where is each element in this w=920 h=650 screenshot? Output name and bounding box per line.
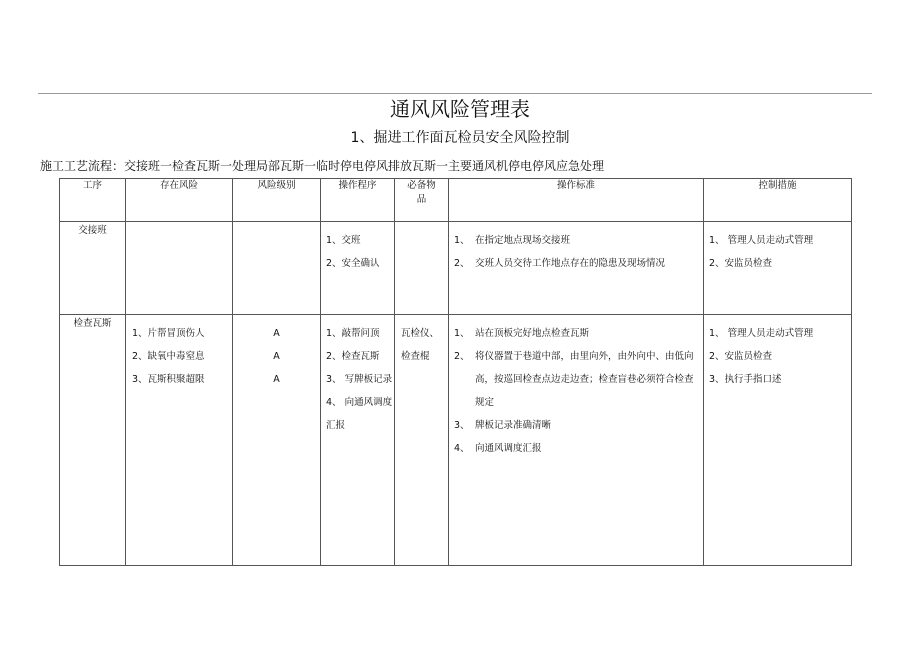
procedure-cell [321,315,395,566]
standard-text: 在指定地点现场交接班 [475,235,571,246]
process-cell: 检查瓦斯 [60,315,126,566]
standard-item [454,229,703,252]
hazard-cell [126,222,233,315]
standard-cell [449,315,704,566]
cell-line: 检查棍 [401,351,430,362]
col-header-hazard: 存在风险 [126,179,233,222]
cell-line: 1、 管理人员走动式管理 [709,235,814,246]
standard-text: 将仪器置于巷道中部，由里向外，由外向中、由低向高，按巡回检查点边走边查；检查盲巷必须符合检查规定 [475,351,694,408]
cell-line: 4、 向通风调度汇报 [326,397,393,431]
col-header-process: 工序 [60,179,126,222]
standard-item [454,252,703,275]
standard-cell [449,222,704,315]
equipment-cell [395,315,449,566]
cell-line: 1、敲帮问顶 [326,328,380,339]
cell-line: 3、执行手指口述 [709,374,782,385]
cell-line: 1、交班 [326,235,361,246]
standard-number: 1、 [454,328,470,339]
cell-line: A [273,351,280,362]
standard-text: 向通风调度汇报 [475,443,542,454]
page-subtitle: 1、掘进工作面瓦检员安全风险控制 [350,130,570,146]
cell-line: A [273,328,280,339]
measure-cell [704,315,852,566]
header-rule [38,93,872,94]
table-row [60,315,852,566]
hazard-cell [126,315,233,566]
standard-text: 交班人员交待工作地点存在的隐患及现场情况 [475,258,666,269]
standard-number: 3、 [454,420,470,431]
cell-line: A [273,374,280,385]
cell-line: 3、 写牌板记录 [326,374,393,385]
standard-number: 1、 [454,235,470,246]
col-header-level: 风险级别 [233,179,321,222]
standard-item [454,322,703,345]
level-cell [233,315,321,566]
procedure-cell [321,222,395,315]
standard-text: 牌板记录准确清晰 [475,420,552,431]
level-cell [233,222,321,315]
col-header-equipment: 必备物品 [395,179,449,222]
cell-line: 2、检查瓦斯 [326,351,380,362]
equipment-cell [395,222,449,315]
cell-line: 瓦检仪、 [401,328,440,339]
cell-line: 2、安监员检查 [709,258,773,269]
risk-table [59,178,852,566]
cell-line: 1、 管理人员走动式管理 [709,328,814,339]
standard-item [454,345,703,414]
standard-number: 2、 [454,351,470,362]
page-title: 通风风险管理表 [390,97,530,121]
table-row [60,222,852,315]
cell-line: 2、安监员检查 [709,351,773,362]
cell-line: 2、安全确认 [326,258,380,269]
col-header-measure: 控制措施 [704,179,852,222]
cell-line: 3、瓦斯积聚超限 [132,374,205,385]
measure-cell [704,222,852,315]
standard-item [454,414,703,437]
cell-line: 1、片帮冒顶伤人 [132,328,205,339]
standard-number: 2、 [454,258,470,269]
process-cell: 交接班 [60,222,126,315]
standard-item [454,437,703,460]
standard-text: 站在顶板完好地点检查瓦斯 [475,328,590,339]
cell-line: 2、缺氧中毒窒息 [132,351,205,362]
col-header-procedure: 操作程序 [321,179,395,222]
process-flow: 施工工艺流程：交接班一检查瓦斯一处理局部瓦斯一临时停电停风排放瓦斯一主要通风机停电停风应急处理 [40,159,605,173]
standard-number: 4、 [454,443,470,454]
col-header-standard: 操作标准 [449,179,704,222]
